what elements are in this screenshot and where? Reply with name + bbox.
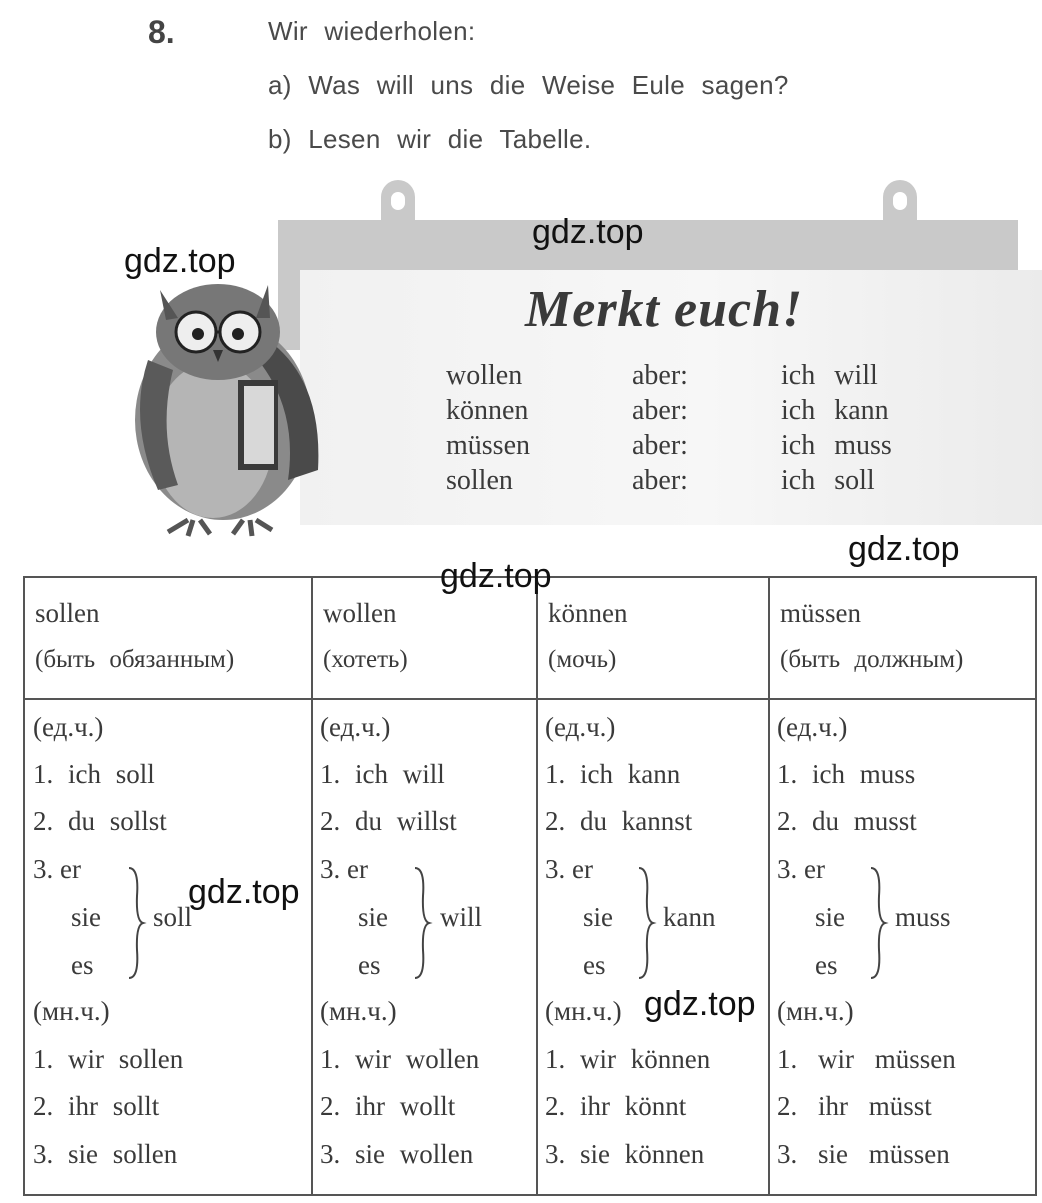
form-s3-es: es — [815, 950, 838, 980]
singular-label: (ед.ч.) — [777, 712, 848, 742]
board-aber: aber: — [632, 395, 688, 426]
board-verb: wollen — [446, 360, 523, 391]
brace-icon — [125, 866, 147, 980]
header-verb: sollen — [35, 598, 100, 628]
watermark: gdz.top — [532, 213, 644, 251]
task-number: 8. — [148, 14, 175, 50]
form-s3: will — [440, 902, 483, 932]
header-verb: müssen — [780, 598, 861, 628]
board-verb: sollen — [446, 465, 513, 496]
board-aber: aber: — [632, 430, 688, 461]
board-form: ich will — [781, 360, 878, 391]
form-p3: 3. sie können — [545, 1139, 705, 1169]
form-p3: 3. sie müssen — [777, 1139, 950, 1169]
singular-label: (ед.ч.) — [545, 712, 616, 742]
form-s2: 2. du kannst — [545, 806, 693, 836]
form-p1: 1. wir müssen — [777, 1044, 956, 1074]
form-p2: 2. ihr sollt — [33, 1091, 160, 1121]
form-s3-es: es — [71, 950, 94, 980]
form-p3: 3. sie sollen — [33, 1139, 178, 1169]
form-s3-es: es — [358, 950, 381, 980]
board-form: ich muss — [781, 430, 892, 461]
board-title: Merkt euch! — [525, 281, 804, 338]
form-s3-sie: sie — [71, 902, 101, 932]
task-intro: Wir wiederholen: — [268, 16, 476, 46]
form-s3: soll — [153, 902, 193, 932]
form-s1: 1. ich soll — [33, 759, 155, 789]
board-aber: aber: — [632, 465, 688, 496]
brace-icon — [635, 866, 657, 980]
form-p2: 2. ihr könnt — [545, 1091, 687, 1121]
conjugation-table — [23, 576, 1037, 1196]
form-s1: 1. ich muss — [777, 759, 916, 789]
board-verb: können — [446, 395, 529, 426]
plural-label: (мн.ч.) — [545, 996, 622, 1026]
form-s3-sie: sie — [583, 902, 613, 932]
header-translation: (быть обязанным) — [35, 646, 235, 673]
hook-icon — [381, 180, 415, 224]
board-rail — [278, 220, 1018, 270]
watermark: gdz.top — [188, 873, 300, 911]
form-p1: 1. wir können — [545, 1044, 711, 1074]
header-translation: (быть должным) — [780, 646, 964, 673]
singular-label: (ед.ч.) — [33, 712, 104, 742]
header-verb: können — [548, 598, 628, 628]
watermark: gdz.top — [124, 242, 236, 280]
form-p1: 1. wir sollen — [33, 1044, 184, 1074]
form-s2: 2. du musst — [777, 806, 917, 836]
board-verb: müssen — [446, 430, 530, 461]
form-p1: 1. wir wollen — [320, 1044, 480, 1074]
form-s1: 1. ich will — [320, 759, 445, 789]
header-verb: wollen — [323, 598, 397, 628]
watermark: gdz.top — [644, 985, 756, 1023]
plural-label: (мн.ч.) — [777, 996, 854, 1026]
task-item-b: b) Lesen wir die Tabelle. — [268, 124, 592, 154]
form-s3-er: 3. er — [320, 854, 368, 884]
form-s3: muss — [895, 902, 951, 932]
form-s1: 1. ich kann — [545, 759, 681, 789]
form-s3-er: 3. er — [33, 854, 81, 884]
plural-label: (мн.ч.) — [33, 996, 110, 1026]
form-s3-er: 3. er — [545, 854, 593, 884]
form-p3: 3. sie wollen — [320, 1139, 474, 1169]
owl-illustration — [118, 270, 338, 540]
plural-label: (мн.ч.) — [320, 996, 397, 1026]
board-form: ich kann — [781, 395, 889, 426]
form-s2: 2. du sollst — [33, 806, 167, 836]
form-s3-es: es — [583, 950, 606, 980]
task-item-a: a) Was will uns die Weise Eule sagen? — [268, 70, 789, 100]
form-s3-sie: sie — [815, 902, 845, 932]
form-s2: 2. du willst — [320, 806, 457, 836]
form-s3-sie: sie — [358, 902, 388, 932]
brace-icon — [411, 866, 433, 980]
form-p2: 2. ihr wollt — [320, 1091, 456, 1121]
form-p2: 2. ihr müsst — [777, 1091, 932, 1121]
header-translation: (мочь) — [548, 646, 617, 673]
singular-label: (ед.ч.) — [320, 712, 391, 742]
brace-icon — [867, 866, 889, 980]
board-form: ich soll — [781, 465, 875, 496]
hook-icon — [883, 180, 917, 224]
form-s3-er: 3. er — [777, 854, 825, 884]
board-aber: aber: — [632, 360, 688, 391]
header-translation: (хотеть) — [323, 646, 408, 673]
watermark: gdz.top — [440, 557, 552, 595]
form-s3: kann — [663, 902, 716, 932]
watermark: gdz.top — [848, 530, 960, 568]
